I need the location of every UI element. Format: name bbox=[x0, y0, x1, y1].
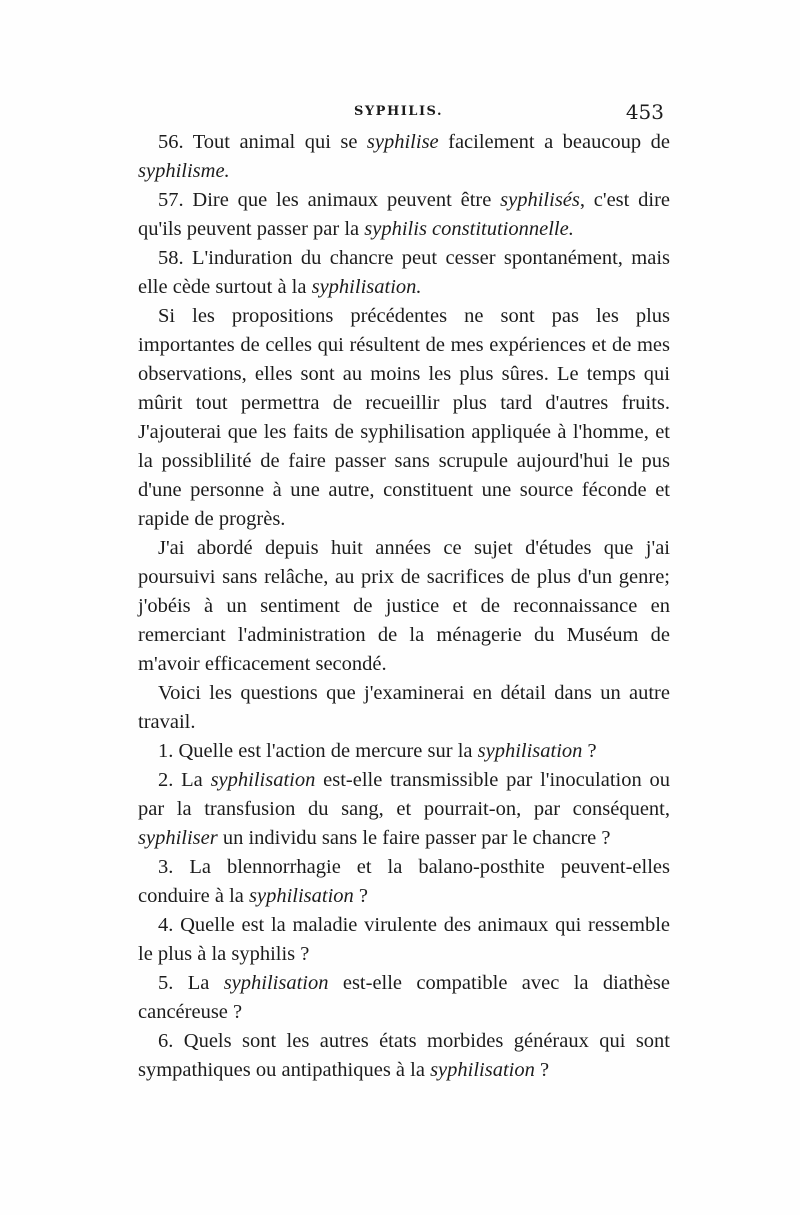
running-title: SYPHILIS. bbox=[354, 104, 443, 119]
paragraph-57 bbox=[138, 186, 670, 244]
text-run: facilement a beaucoup de bbox=[438, 131, 670, 153]
paragraph-56 bbox=[138, 128, 670, 186]
italic-run: syphilisation bbox=[223, 972, 329, 994]
text-run: 3. La blennorrhagie et la balano-posthite peuvent-elles conduire à la bbox=[138, 856, 670, 907]
italic-run: syphilis constitutionnelle. bbox=[364, 218, 574, 240]
italic-run: syphilisation bbox=[249, 885, 354, 907]
italic-run: syphilisation bbox=[477, 740, 583, 762]
italic-run: syphiliser bbox=[138, 827, 218, 849]
italic-run: syphilisation bbox=[430, 1059, 535, 1081]
question-2 bbox=[138, 766, 670, 853]
italic-run: syphilise bbox=[366, 131, 439, 153]
text-run: 5. La bbox=[158, 972, 224, 994]
text-run: ? bbox=[353, 885, 369, 907]
text-run: 1. Quelle est l'action de mercure sur la bbox=[158, 740, 478, 762]
text-run: est-elle transmissible par l'inoculation ou par la transfusion du sang, et pourrait-on, par conséquent, bbox=[138, 769, 670, 820]
paragraph-questions-intro bbox=[138, 679, 670, 737]
paragraph-studies bbox=[138, 534, 670, 679]
question-4 bbox=[138, 911, 670, 969]
paragraph-58 bbox=[138, 244, 670, 302]
text-run: 2. La bbox=[158, 769, 211, 791]
running-head bbox=[138, 100, 670, 128]
text-run: Voici les questions que j'examinerai en détail dans un autre travail. bbox=[138, 682, 670, 733]
text-run: un individu sans le faire passer par le chancre ? bbox=[217, 827, 611, 849]
italic-run: syphilisation bbox=[210, 769, 316, 791]
text-run: 58. L'induration du chancre peut cesser spontanément, mais elle cède surtout à la bbox=[138, 247, 670, 298]
question-3 bbox=[138, 853, 670, 911]
text-run: Si les propositions précédentes ne sont pas les plus importantes de celles qui résultent de mes expériences et de mes observations, elles sont au moins les plus sûres. Le temps qui mûrit tout permettra de recueillir plus tard d'autres fruits. J'ajouterai que les faits de syphilisation appliquée à l'homme, et la possiblilité de faire passer sans scrupule aujourd'hui le pus d'une personne à une autre, constituent une source féconde et rapide de progrès. bbox=[138, 305, 670, 530]
text-run: 57. Dire que les animaux peuvent être bbox=[158, 189, 501, 211]
text-run: est-elle compatible avec la diathèse cancéreuse ? bbox=[138, 972, 671, 1023]
text-run: ? bbox=[582, 740, 597, 762]
italic-run: syphilisation. bbox=[311, 276, 422, 298]
body-text bbox=[138, 128, 670, 1085]
text-run: , c'est dire qu'ils peuvent passer par la bbox=[138, 189, 671, 240]
question-1 bbox=[138, 737, 670, 766]
question-5 bbox=[138, 969, 670, 1027]
paragraph-propositions bbox=[138, 302, 670, 534]
question-6 bbox=[138, 1027, 670, 1085]
italic-run: syphilisés bbox=[500, 189, 580, 211]
text-run: 6. Quels sont les autres états morbides généraux qui sont sympathiques ou antipathiques à la bbox=[138, 1030, 670, 1081]
page-number: 453 bbox=[625, 100, 664, 124]
italic-run: syphilisme. bbox=[138, 160, 230, 182]
text-run: 4. Quelle est la maladie virulente des animaux qui ressemble le plus à la syphilis ? bbox=[138, 914, 670, 965]
text-run: ? bbox=[534, 1059, 550, 1081]
text-run: J'ai abordé depuis huit années ce sujet d'études que j'ai poursuivi sans relâche, au prix de sacrifices de plus d'un genre; j'obéis à un sentiment de justice et de reconnaissance en remerciant l'administration de la ménagerie du Muséum de m'avoir efficacement secondé. bbox=[138, 537, 670, 675]
text-run: 56. Tout animal qui se bbox=[158, 131, 367, 153]
